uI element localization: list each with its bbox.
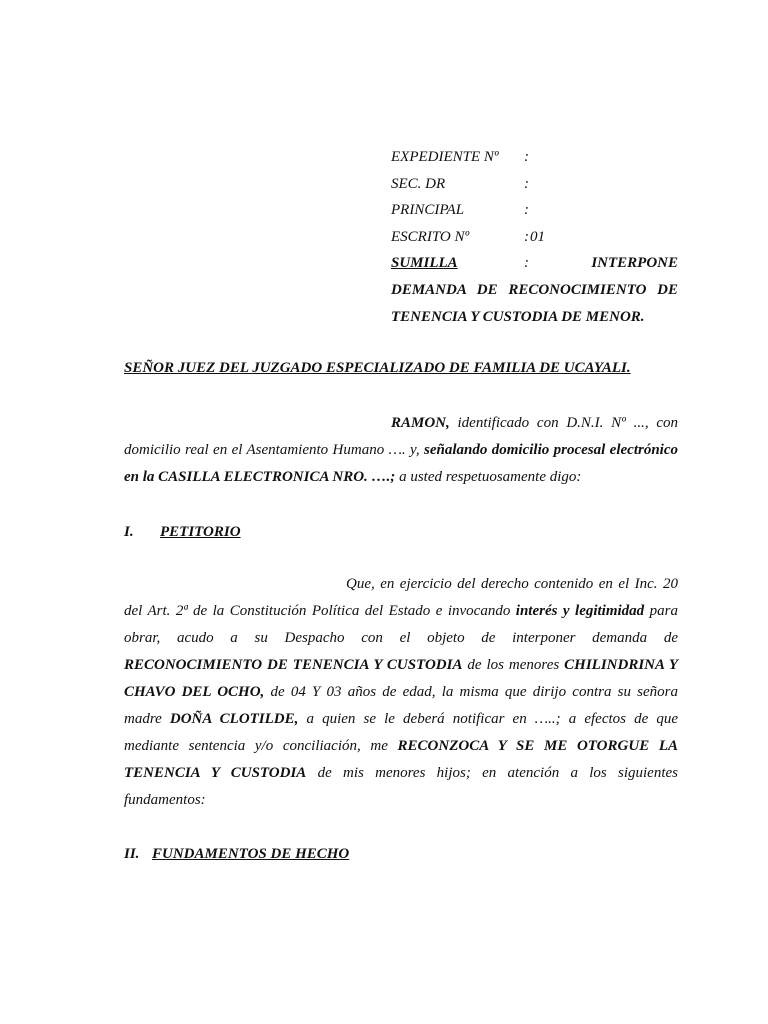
paragraph-line: Que, en ejercicio del derecho contenido en el Inc. 20 [346, 576, 678, 592]
header-sep: : [524, 149, 529, 165]
text-run: del Art. 2ª de la Constitución Política del Estado e invocando [124, 603, 516, 619]
section-heading-fundamentos [124, 844, 349, 864]
text-run: identificado con D.N.I. Nº ..., con [449, 415, 678, 431]
header-sep: : [524, 176, 529, 192]
text-run: a usted respetuosamente digo: [395, 469, 582, 485]
paragraph-line [124, 760, 678, 787]
paragraph-line [124, 679, 678, 706]
party-name: RAMON, [391, 415, 450, 431]
paragraph-line [124, 464, 678, 491]
paragraph-line: fundamentos: [124, 792, 206, 808]
section-number: I. [124, 524, 134, 540]
text-run-bold: TENENCIA Y CUSTODIA [124, 765, 307, 781]
text-run: de mis menores hijos; en atención a los siguientes [306, 765, 679, 781]
text-run-bold: CHAVO DEL OCHO, [124, 684, 265, 700]
addressee: SEÑOR JUEZ DEL JUZGADO ESPECIALIZADO DE FAMILIA DE UCAYALI. [124, 360, 631, 376]
text-run: a efectos de que [560, 711, 678, 727]
petitorio-paragraph [124, 571, 678, 814]
text-run-bold: DOÑA CLOTILDE, [169, 711, 299, 727]
sumilla-block [391, 250, 678, 331]
sumilla-line: TENENCIA Y CUSTODIA DE MENOR. [391, 309, 645, 325]
paragraph-line [124, 733, 678, 760]
text-run: para [644, 603, 678, 619]
sumilla-label: SUMILLA [391, 255, 458, 271]
paragraph-line [124, 706, 678, 733]
section-heading-petitorio [124, 522, 241, 542]
text-run: mediante sentencia y/o conciliación, me [124, 738, 398, 754]
text-run: de 04 Y 03 años de edad, la misma que dirijo contra su señora [264, 684, 678, 700]
header-key: SEC. DR [391, 176, 446, 192]
header-sep: : [524, 229, 529, 245]
text-run: de los menores [462, 657, 565, 673]
header-key: EXPEDIENTE Nº [391, 149, 499, 165]
header-value: 01 [530, 229, 545, 245]
text-run: domicilio real en el Asentamiento Humano …. y, [124, 442, 425, 458]
header-key: ESCRITO Nº [391, 229, 470, 245]
text-run-bold: RECONOCIMIENTO DE TENENCIA Y CUSTODIA [124, 657, 463, 673]
sumilla-text: INTERPONE [591, 255, 678, 271]
paragraph-line [124, 652, 678, 679]
paragraph-line [124, 598, 678, 625]
text-run: a quien se le deberá notificar en …..; [298, 711, 561, 727]
header-sep: : [524, 202, 529, 218]
paragraph-line [124, 410, 678, 437]
text-run-bold: RECONZOCA Y SE ME OTORGUE LA [397, 738, 678, 754]
sumilla-line: DEMANDA DE RECONOCIMIENTO DE [391, 282, 678, 298]
paragraph-line [124, 437, 678, 464]
section-number: II. [124, 846, 140, 862]
text-run-bold: interés y legitimidad [515, 603, 645, 619]
text-run: madre [124, 711, 170, 727]
sumilla-sep: : [524, 255, 529, 271]
paragraph-line: obrar, acudo a su Despacho con el objeto de interponer demanda de [124, 630, 678, 646]
text-run-bold: señalando domicilio procesal electrónico [424, 442, 678, 458]
section-title: FUNDAMENTOS DE HECHO [152, 846, 350, 862]
intro-paragraph [124, 410, 678, 491]
text-run-bold: en la CASILLA ELECTRONICA NRO. ….; [124, 469, 396, 485]
text-run-bold: CHILINDRINA Y [564, 657, 678, 673]
sumilla-line [391, 250, 678, 277]
section-title: PETITORIO [160, 524, 241, 540]
header-key: PRINCIPAL [391, 202, 465, 218]
